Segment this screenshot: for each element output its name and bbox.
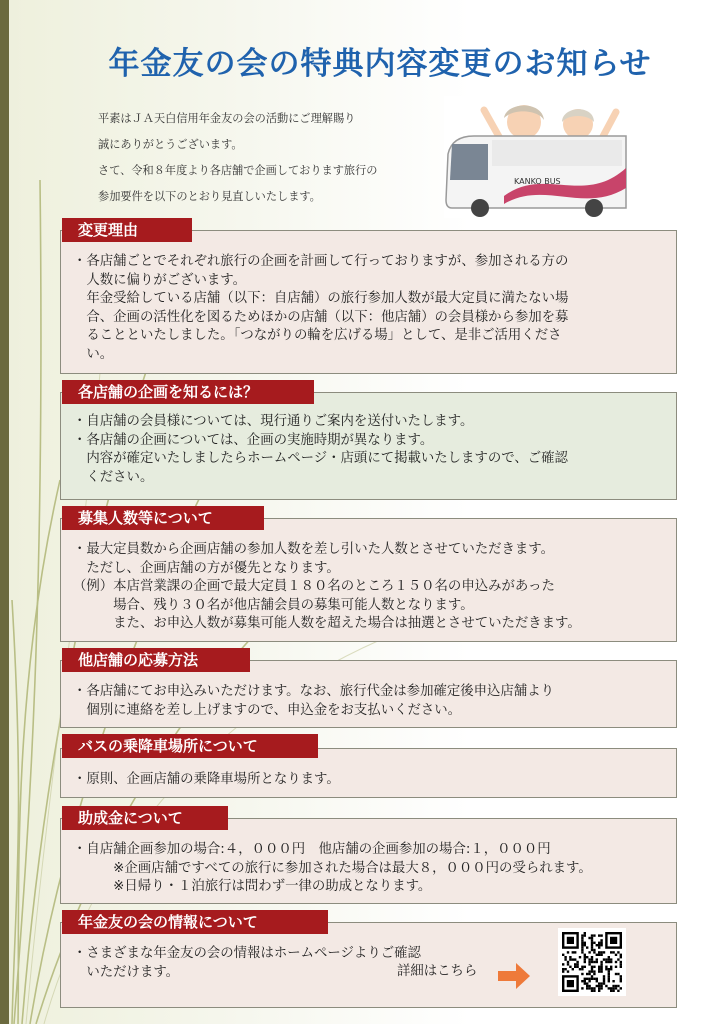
section-line: ・最大定員数から企画店舗の参加人数を差し引いた人数とさせていただきます。 [73,542,554,557]
arrow-right-icon [498,963,530,989]
section-line: また、お申込人数が募集可能人数を超えた場合は抽選とさせていただきます。 [73,616,581,631]
intro-text [98,106,443,210]
section-line: いただけます。 [73,964,180,980]
qr-code-icon [558,928,626,996]
bus-illustration [444,96,630,218]
intro-line: 参加要件を以下のとおり見直しいたします。 [98,190,321,203]
section-line: ただし、企画店舗の方が優先となります。 [73,560,340,576]
section-line: ・各店舗ごとでそれぞれ旅行の企画を計画して行っておりますが、参加される方の [73,254,569,269]
section-line: 人数に偏りがございます。 [73,272,247,288]
intro-line: さて、令和８年度より各店舗で企画しております旅行の [98,164,378,177]
intro-line: 平素はＪＡ天白信用年金友の会の活動にご理解賜り [98,112,356,125]
section-box [60,818,677,904]
section-store-plans [60,380,677,500]
section-line: ることといたしました。「つながりの輪を広げる場」として、是非ご活用くださ [73,328,562,343]
left-accent-bar [0,0,9,1024]
section-subsidy [60,806,677,904]
section-line: 個別に連絡を差し上げますので、申込金をお支払いください。 [73,702,462,718]
section-line: 内容が確定いたしましたらホームページ・店頭にて掲載いたしますので、ご確認 [73,451,568,466]
section-bus-stops [60,734,677,798]
section-line: い。 [73,346,114,362]
section-label: 他店舗の応募方法 [62,648,250,672]
section-line: ※日帰り・１泊旅行は問わず一律の助成となります。 [73,879,432,894]
section-line: 年金受給している店舗（以下：自店舗）の旅行参加人数が最大定員に満たない場 [73,291,569,306]
section-box [60,392,677,500]
section-line: ・自店舗の会員様については、現行通りご案内を送付いたします。 [73,414,474,429]
details-here-text: 詳細はこちら [397,964,478,979]
section-line: ・各店舗の企画については、企画の実施時期が異なります。 [73,432,434,448]
section-label: 各店舗の企画を知るには？ [62,380,314,404]
qr-code[interactable] [558,928,626,996]
section-change-reason [60,218,677,374]
section-label: 助成金について [62,806,228,830]
intro-line: 誠にありがとうございます。 [98,138,243,151]
section-apply-method [60,648,677,728]
section-label: 年金友の会の情報について [62,910,328,934]
section-box [60,230,677,374]
section-line: 場合、残り３０名が他店舗会員の募集可能人数となります。 [73,597,474,613]
section-label: バスの乗降車場所について [62,734,318,758]
bus-sign-text: KANKO BUS [514,177,561,186]
page-title: 年金友の会の特典内容変更のお知らせ [108,46,652,82]
section-line: 合、企画の活性化を図るためほかの店舗（以下：他店舗）の会員様から参加を募 [73,309,569,325]
section-label: 変更理由 [62,218,192,242]
section-label: 募集人数等について [62,506,264,530]
section-line: ・さまざまな年金友の会の情報はホームページよりご確認 [73,946,421,961]
section-box [60,518,677,642]
section-line: ・各店舗にてお申込みいただけます。なお、旅行代金は参加確定後申込店舗より [73,684,554,699]
section-line: ください。 [73,469,154,485]
section-line: ・自店舗企画参加の場合:４，０００円 他店舗の企画参加の場合:１，０００円 [73,842,551,857]
section-line: ・原則、企画店舗の乗降車場所となります。 [73,772,340,787]
section-line: ※企画店舗ですべての旅行に参加された場合は最大８，０００円の受られます。 [73,860,592,876]
section-line: （例）本店営業課の企画で最大定員１８０名のところ１５０名の申込みがあった [73,579,555,594]
section-recruitment [60,506,677,642]
